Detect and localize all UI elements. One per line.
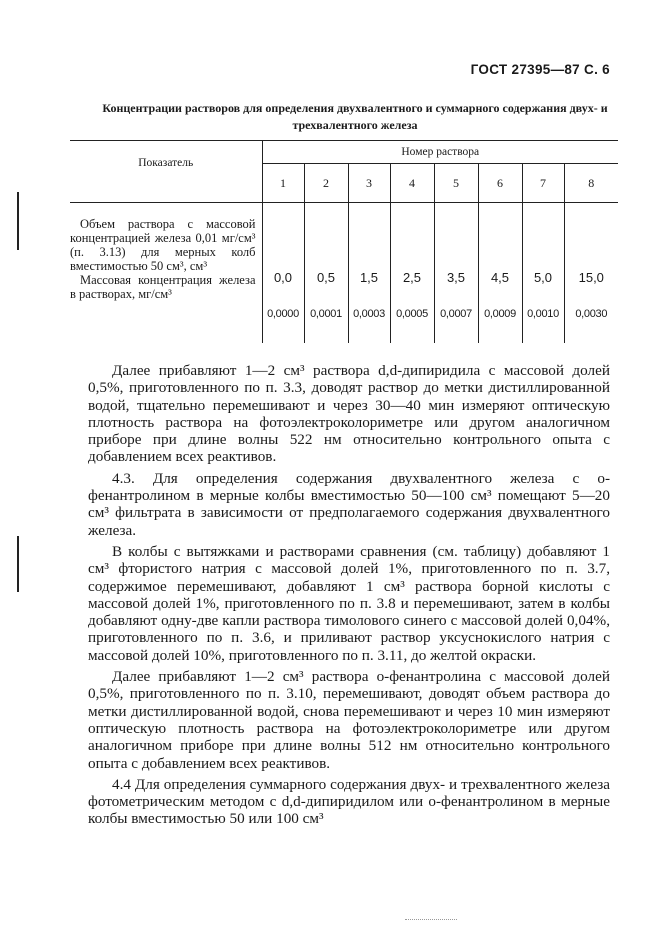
column-header: 5 — [434, 164, 478, 203]
row-labels-cell — [70, 203, 262, 343]
table-cell — [522, 203, 564, 343]
row1-label: Объем раствора с массовой концентрацией железа 0,01 мг/см³ (п. 3.13) для мерных колб вместимостью 50 см³, см³ — [70, 217, 256, 273]
table-caption: Концентрации растворов для определения двухвалентного и суммарного содержания двух- и трехвалентного железа — [102, 101, 608, 132]
page-header: ГОСТ 27395—87 С. 6 — [470, 62, 610, 77]
footer-scan-mark — [405, 919, 457, 921]
row2-value: 0,0007 — [440, 308, 472, 320]
paragraph: Далее прибавляют 1—2 см³ раствора о-фенантролина с массовой долей 0,5%, приготовленного по п. 3.10, перемешивают, доводят объем раствора до метки дистиллированной водой, снова перемешивают и через 10 мин измеряют оптическую плотность раствора на фотоэлектроколориметре или другом аналогичном приборе при длине волны 512 нм относительно контрольного опыта с добавлением всех реактивов. — [88, 668, 610, 772]
row2-value: 0,0030 — [575, 308, 608, 320]
row2-value: 0,0001 — [310, 308, 342, 320]
row2-value: 0,0010 — [527, 308, 559, 320]
column-header: 6 — [478, 164, 522, 203]
solution-number-header: Номер раствора — [262, 141, 618, 164]
row1-value: 15,0 — [578, 270, 604, 285]
row1-value: 0,0 — [273, 270, 293, 285]
table-cell — [348, 203, 390, 343]
concentration-table — [70, 140, 618, 343]
paragraph: 4.4 Для определения суммарного содержания двух- и трехвалентного железа фотометрическим методом с d,d-дипиридилом или о-фенантролином в мерные колбы вместимостью 50 или 100 см³ — [88, 775, 610, 828]
row2-value: 0,0005 — [396, 308, 428, 320]
paragraph: В колбы с вытяжками и растворами сравнения (см. таблицу) добавляют 1 см³ фтористого натрия с массовой долей 1%, приготовленного по п. 3.7, содержимое перемешивают, добавляют 1 см³ раствора борной кислоты с массовой долей 1%, приготовленного по п. 3.8 и перемешивают, затем в колбы добавляют одну-две капли раствора тимолового синего с массовой долей 0,04%, приготовленного по п. 3.6, и приливают раствор уксуснокислого натрия с массовой долей 10%, приготовленного по п. 3.11, до желтой окраски. — [88, 542, 610, 664]
table-cell — [564, 203, 618, 343]
table-cell — [390, 203, 434, 343]
column-header: 1 — [262, 164, 304, 203]
column-header: 7 — [522, 164, 564, 203]
body-text — [88, 362, 610, 832]
table-cell — [304, 203, 348, 343]
column-header: 4 — [390, 164, 434, 203]
margin-mark-top — [17, 192, 19, 250]
row2-value: 0,0000 — [267, 308, 299, 320]
row2-value: 0,0009 — [484, 308, 516, 320]
row1-value: 5,0 — [533, 270, 553, 285]
column-header: 3 — [348, 164, 390, 203]
row1-value: 1,5 — [359, 270, 379, 285]
row1-value: 3,5 — [446, 270, 466, 285]
table-cell — [434, 203, 478, 343]
param-column-header: Показатель — [70, 141, 262, 203]
margin-mark-bottom — [17, 536, 19, 592]
table-cell — [478, 203, 522, 343]
row2-label: Массовая концентрация железа в растворах, мг/см³ — [70, 273, 256, 301]
paragraph: Далее прибавляют 1—2 см³ раствора d,d-дипиридила с массовой долей 0,5%, приготовленного по п. 3.3, доводят раствор до метки дистиллированной водой, тщательно перемешивают и через 30—40 мин измеряют оптическую плотность раствора на фотоэлектроколориметре или другом аналогичном приборе при длине волны 522 нм относительно контрольного опыта с добавлением всех реактивов. — [88, 362, 610, 466]
table-cell — [262, 203, 304, 343]
column-header: 8 — [564, 164, 618, 203]
row1-value: 4,5 — [490, 270, 510, 285]
row1-value: 2,5 — [402, 270, 422, 285]
row2-value: 0,0003 — [353, 308, 385, 320]
paragraph: 4.3. Для определения содержания двухвалентного железа с о-фенантролином в мерные колбы вместимостью 50—100 см³ помещают 5—20 см³ фильтрата в зависимости от предполагаемого содержания двухвалентного железа. — [88, 469, 610, 539]
row1-value: 0,5 — [316, 270, 336, 285]
column-header: 2 — [304, 164, 348, 203]
